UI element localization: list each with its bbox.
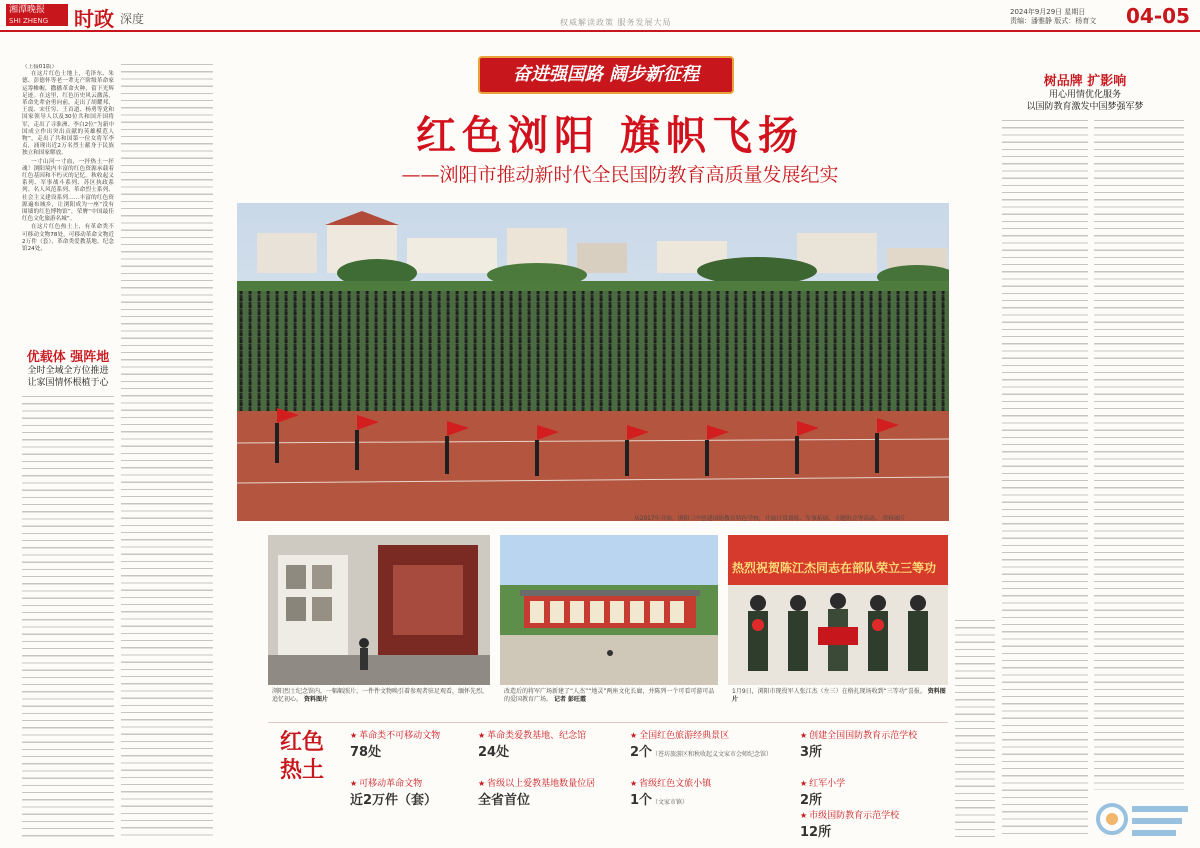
left-subheading-line1: 全时全域全方位推进	[27, 366, 109, 376]
left-subheading-title: 优载体 强阵地	[26, 350, 110, 365]
stat-title: ★ 红军小学	[800, 776, 940, 789]
logo-text: 湘潭晚报	[9, 5, 46, 15]
body-text-block	[121, 64, 213, 840]
stat-title: ★ 革命类不可移动文物	[350, 728, 490, 741]
stats-divider	[268, 722, 948, 723]
issue-editor: 责编：潘雅静 版式：杨育文	[1010, 17, 1097, 25]
main-photo-drill-formation	[237, 203, 949, 521]
right-column-1	[1002, 120, 1088, 840]
body-text-block	[1002, 120, 1088, 840]
theme-banner: 奋进强国路 阔步新征程	[478, 56, 734, 94]
stat-note: （文家市镇）	[652, 799, 689, 806]
photo2-caption-text: 改造后的将军广场新建了“人杰”“地灵”两座文化长廊，并陈列一个可看可游可品的爱国教育广场。	[504, 688, 715, 703]
stat-value: 全省首位	[478, 793, 531, 808]
left-column-1	[22, 64, 114, 334]
newspaper-logo	[6, 4, 68, 26]
body-paragraph: 在这片红色热土上，有革命类不可移动文物78处，可移动革命文物近2万件（套），革命类爱教基地、纪念馆24处，	[22, 224, 114, 253]
right-column-narrow	[955, 620, 995, 840]
photo2-credit: 记者 彭旺霞	[553, 696, 587, 703]
body-text-block	[22, 396, 114, 840]
watermark-logo	[1092, 796, 1196, 842]
stat-item	[800, 728, 940, 760]
left-column-2	[121, 64, 213, 840]
stat-value: 2所	[800, 793, 823, 808]
left-subheading-line2: 让家国情怀根植于心	[27, 378, 109, 388]
logo-subtext: SHI ZHENG	[9, 17, 49, 25]
section-title: 时政	[74, 7, 114, 31]
photo1-caption	[272, 688, 488, 704]
sub-headline: ——浏阳市推动新时代全民国防教育高质量发展纪实	[401, 164, 839, 186]
stat-value: 12所	[800, 825, 832, 840]
photo3-caption-text: 1月9日，浏阳市现役军人张江杰（左三）在格扎现场收到“三等功”喜报。	[732, 688, 926, 695]
stat-item	[800, 776, 940, 808]
stat-item	[350, 776, 490, 808]
stat-number: 1个	[630, 793, 653, 808]
stats-label: 红色热土	[279, 729, 324, 783]
award-banner-text: 热烈祝贺陈江杰同志在部队荣立三等功	[732, 561, 937, 575]
stat-item	[478, 776, 618, 808]
stat-title: ★ 革命类爱教基地、纪念馆	[478, 728, 618, 741]
stat-title: ★ 省级以上爱教基地数量位居	[478, 776, 618, 789]
left-column-1-lower	[22, 396, 114, 840]
photo3-caption	[732, 688, 946, 704]
body-paragraph: 在这片红色土地上，毛泽东、朱德、彭德怀等老一辈无产阶级革命家运筹帷幄，撒播革命火种，留下光辉足迹。在这里，红色历史风云激荡，革命先辈奋勇向前，走出了胡耀邦、王震、宋任穷、王首道、杨勇等党和国家领导人以及30位共和国开国将军，走出了寻淮洲、李白2位“为新中国成立作出突出贡献的英雄模范人物”，走出了共和国第一位女将军李贞，涌现出近2万名烈士献身于民族独立和国家解放。	[22, 71, 114, 157]
right-subheading	[990, 70, 1180, 113]
photo1-credit: 资料图片	[303, 696, 328, 703]
stat-item	[350, 728, 490, 760]
stat-item	[800, 808, 940, 840]
continued-note: （上接01版）	[22, 64, 58, 70]
stat-value: 3所	[800, 745, 823, 760]
main-photo-caption: 从2017年开始，浏阳三中创建国防教育特色学校，开展日常训练、军事拓展、主题班会等活动。 资料图片	[634, 516, 906, 522]
right-column-2	[1094, 120, 1184, 790]
stat-title: ★ 全国红色旅游经典景区	[630, 728, 780, 741]
stat-number: 2个	[630, 745, 653, 760]
masthead	[0, 0, 1200, 32]
issue-info	[1010, 8, 1096, 26]
right-subheading-line1: 用心用情优化服务	[1048, 90, 1121, 100]
stat-title: ★ 可移动革命文物	[350, 776, 490, 789]
section-subtitle: 深度	[120, 12, 145, 26]
headline: 红色浏阳 旗帜飞扬	[416, 112, 804, 159]
stat-value: 24处	[478, 745, 510, 760]
slogan: 权威解读政策 服务发展大局	[560, 18, 672, 27]
stat-title: ★ 创建全国国防教育示范学校	[800, 728, 940, 741]
stat-title: ★ 省级红色文旅小镇	[630, 776, 780, 789]
issue-date: 2024年9月29日 星期日	[1010, 8, 1086, 16]
photo-general-square	[500, 535, 718, 685]
right-subheading-title: 树品牌 扩影响	[1043, 74, 1127, 89]
stat-title: ★ 市级国防教育示范学校	[800, 808, 940, 821]
stat-item	[630, 776, 780, 808]
stat-item	[478, 728, 618, 760]
photo2-caption	[504, 688, 716, 704]
page-numbers: 04-05	[1126, 4, 1190, 28]
photo3-credit: 资料图片	[732, 688, 946, 703]
right-subheading-line2: 以国防教育激发中国梦强军梦	[1026, 102, 1144, 112]
body-text-block	[955, 620, 995, 840]
stat-item	[630, 728, 780, 760]
photo-merit-award	[728, 535, 948, 685]
stat-value	[630, 741, 780, 760]
stat-value	[630, 789, 780, 808]
stat-value: 78处	[350, 745, 382, 760]
stat-note: （苍坊旅游区和秋收起义文家市会师纪念馆）	[652, 751, 773, 758]
photo1-caption-text: 浏阳烈士纪念馆内，一幅幅照片、一件件文物唤引着参观者驻足观看，缅怀先烈，追忆初心。	[272, 688, 489, 703]
left-subheading	[20, 346, 116, 389]
body-text-block	[1094, 120, 1184, 790]
body-paragraph: 一寸山河一寸血，一抔热土一抔魂！浏阳境内丰富的红色资源承载着红色基因和不朽灭的记忆。秋收起义系列、军事战斗系列、苏区执政系列、名人风范系列、革命烈士系列、社会主义建设系列……丰富的红色资源遍布城乡，让浏阳成为一座“没有围墙的红色博物馆”，荣膺“中国最佳红色文化旅游名城”。	[22, 158, 114, 223]
stat-value: 近2万件（套）	[350, 793, 438, 808]
photo-memorial-hall	[268, 535, 490, 685]
